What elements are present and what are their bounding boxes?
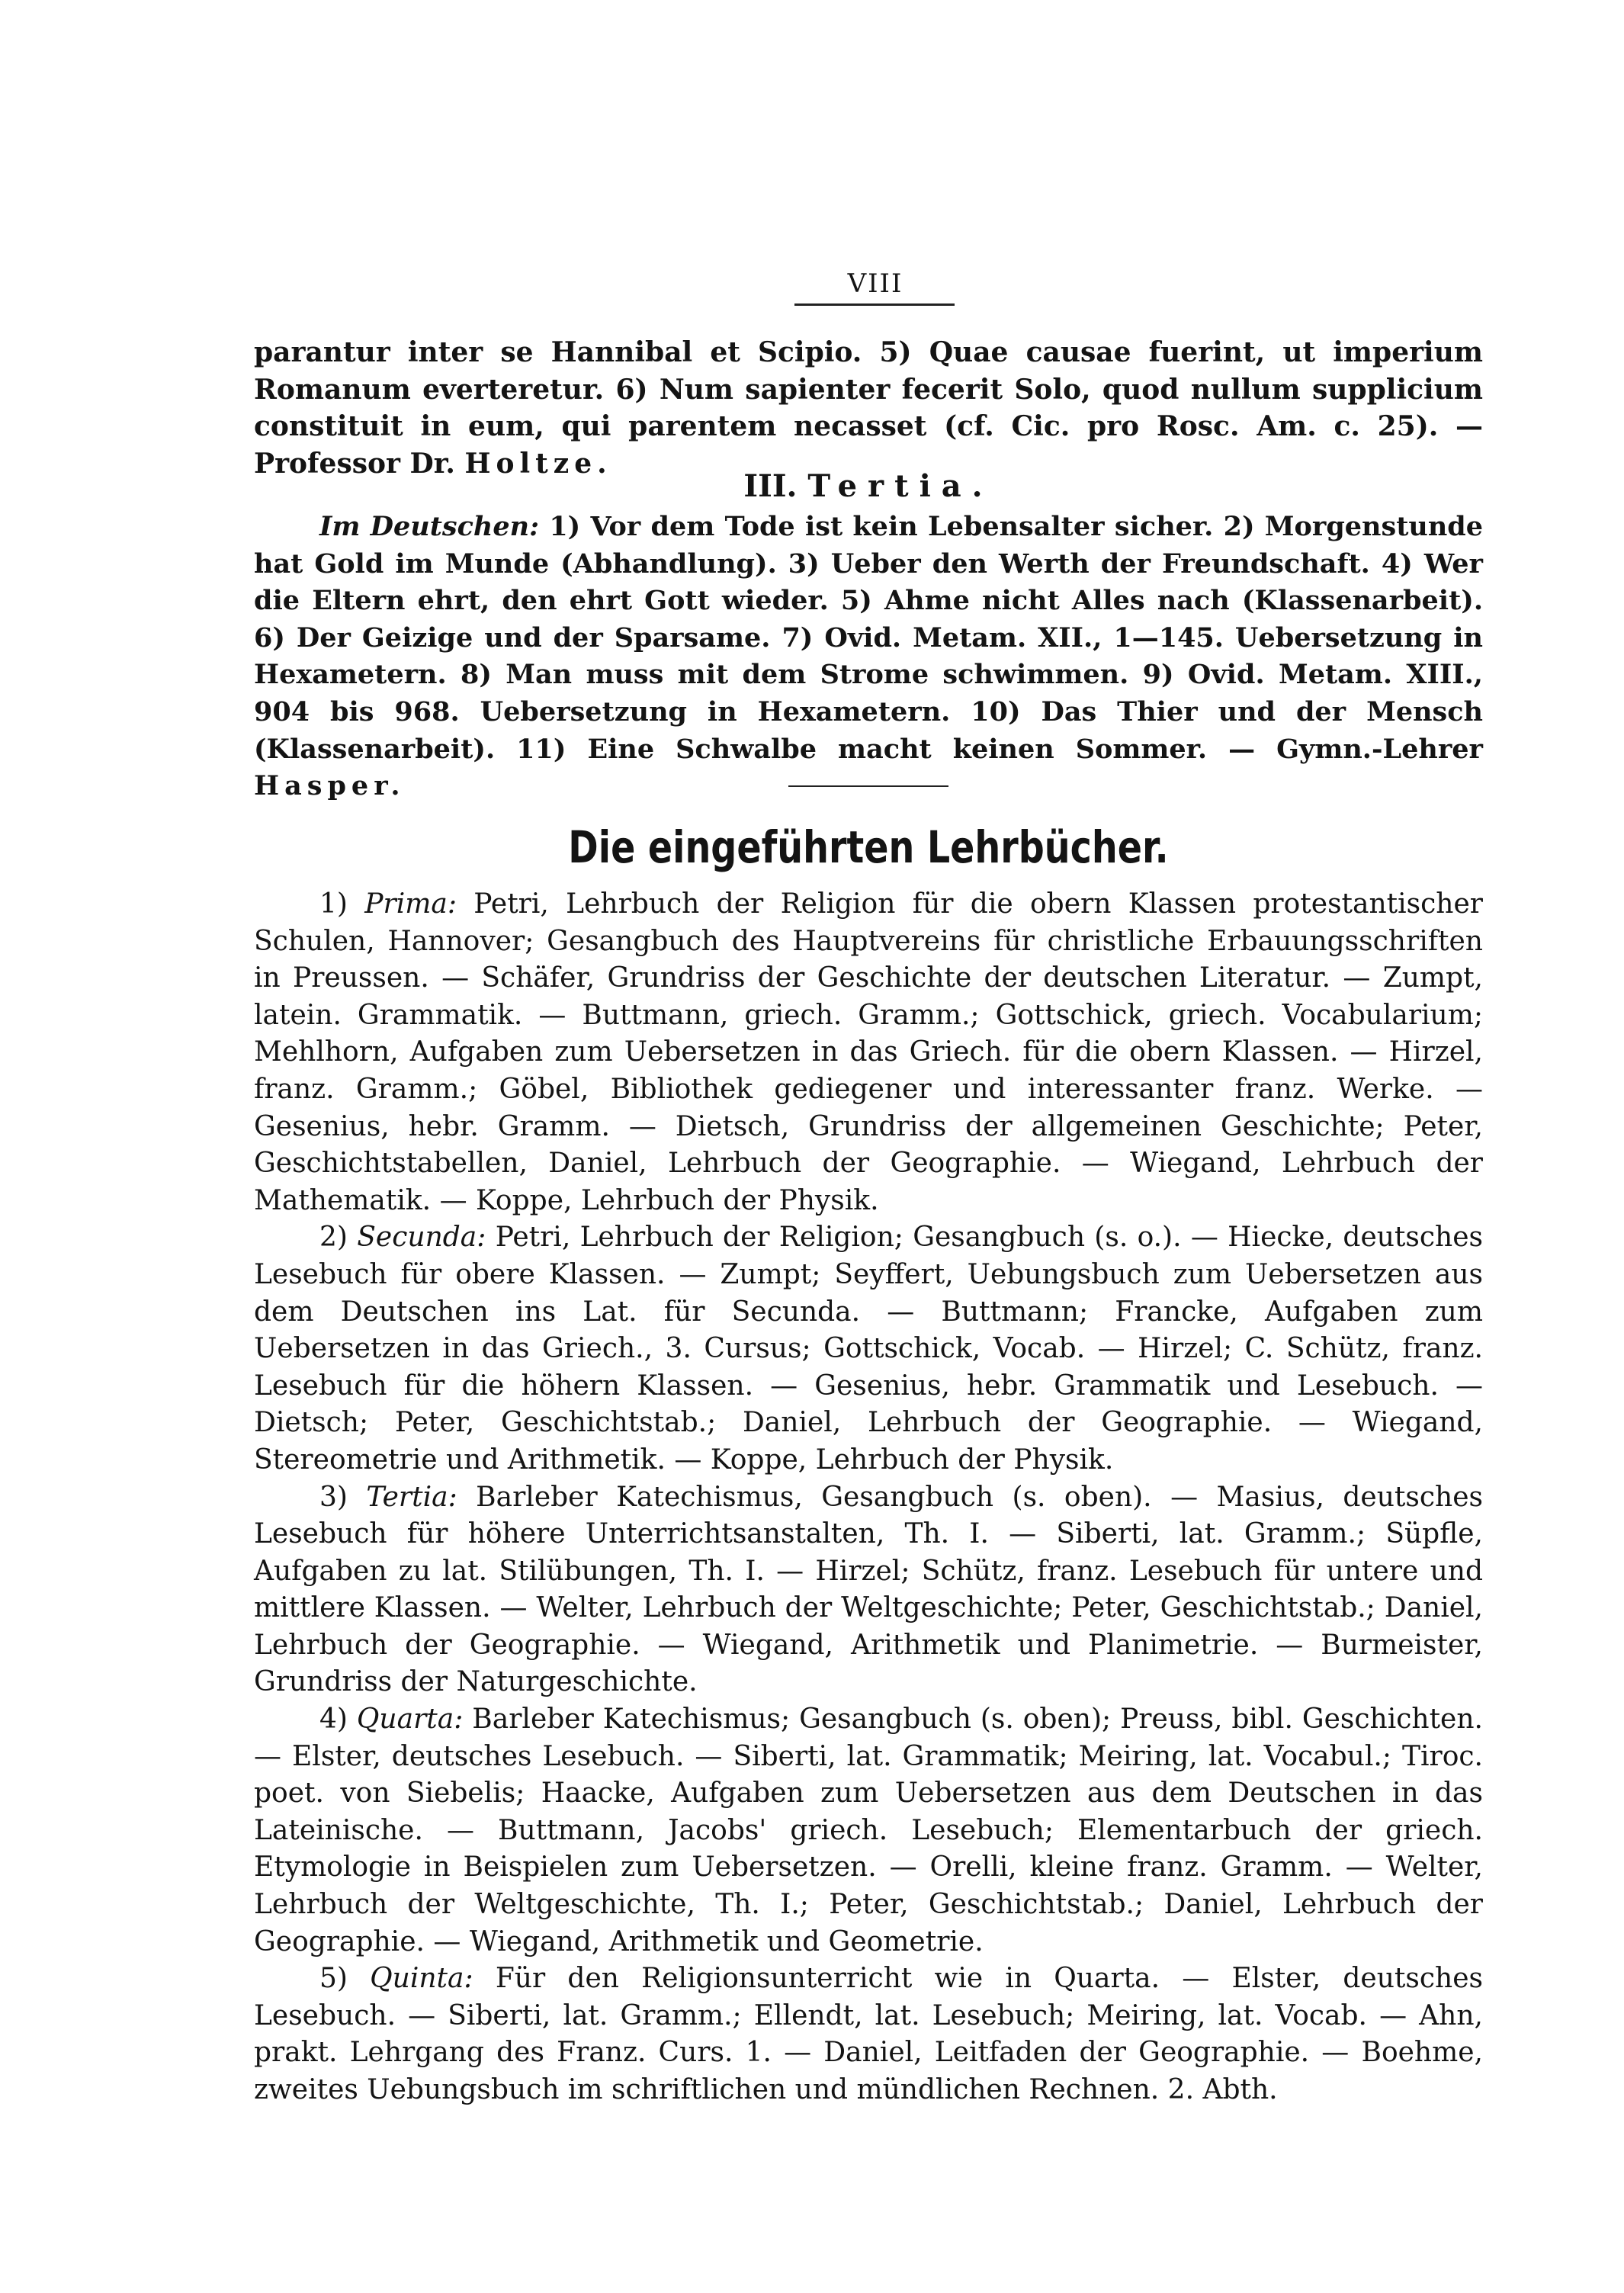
tertia-text: 1) Vor dem Tode ist kein Lebensalter sicher. 2) Morgenstunde hat Gold im Munde (Abhandlung). 3) Ueber den Werth der Freundschaft. 4) Wer die Eltern ehrt, den ehrt Gott wieder. 5) Ahme nicht Alles nach (Klassenarbeit). 6) Der Geizige und der Sparsame. 7) Ovid. Metam. XII., 1—145. Uebersetzung in Hexametern. 8) Man muss mit dem Strome schwimmen. 9) Ovid. Metam. XIII., 904 bis 968. Uebersetzung in Hexametern. 10) Das Thier und der Mensch (Klassenarbeit). 11) Eine Schwalbe macht keinen Sommer. — Gymn.-Lehrer bbox=[254, 511, 1484, 765]
tertia-teacher: Hasper. bbox=[254, 770, 406, 802]
main-heading-block bbox=[254, 821, 1483, 874]
section-numeral: III. bbox=[743, 468, 798, 504]
books-item-text: Petri, Lehrbuch der Religion; Gesangbuch (s. o.). — Hiecke, deutsches Lesebuch für obere Klassen. — Zumpt; Seyffert, Uebungsbuch zum Uebersetzen aus dem Deutschen ins Lat. für Secunda. — Buttmann; Francke, Aufgaben zum Uebersetzen in das Griech., 3. Cursus; Gottschick, Vocab. — Hirzel; C. Schütz, franz. Lesebuch für die höhern Klassen. — Gesenius, hebr. Grammatik und Lesebuch. — Dietsch; Peter, Geschichtstab.; Daniel, Lehrbuch der Geographie. — Wiegand, Stereometrie und Arithmetik. — Koppe, Lehrbuch der Physik. bbox=[254, 1222, 1483, 1476]
intro-block bbox=[254, 334, 1483, 482]
section-divider bbox=[788, 785, 948, 787]
tertia-section bbox=[254, 467, 1483, 506]
books-item-text: Barleber Katechismus; Gesangbuch (s. oben); Preuss, bibl. Geschichten. — Elster, deutsches Lesebuch. — Siberti, lat. Grammatik; Meiring, lat. Vocabul.; Tiroc. poet. von Siebelis; Haacke, Aufgaben zum Uebersetzen aus dem Deutschen in das Lateinische. — Buttmann, Jacobs' griech. Lesebuch; Elementarbuch der griech. Etymologie in Beispielen zum Uebersetzen. — Orelli, kleine franz. Gramm. — Welter, Lehrbuch der Weltgeschichte, Th. I.; Peter, Geschichtstab.; Daniel, Lehrbuch der Geographie. — Wiegand, Arithmetik und Geometrie. bbox=[254, 1704, 1483, 1957]
tertia-paragraph bbox=[254, 509, 1483, 805]
books-item bbox=[254, 1961, 1483, 2108]
books-item-text: Für den Religionsunterricht wie in Quarta. — Elster, deutsches Lesebuch. — Siberti, lat. Gramm.; Ellendt, lat. Lesebuch; Meiring, lat. Vocab. — Ahn, prakt. Lehrgang des Franz. Curs. 1. — Daniel, Leitfaden der Geographie. — Boehme, zweites Uebungsbuch im schriftlichen und mündlichen Rechnen. 2. Abth. bbox=[254, 1963, 1483, 2105]
tertia-body bbox=[254, 509, 1483, 805]
books-item-class: Secunda: bbox=[357, 1222, 486, 1254]
books-item-class: Prima: bbox=[364, 888, 457, 920]
books-item-number: 3) bbox=[319, 1481, 348, 1513]
intro-text: parantur inter se Hannibal et Scipio. 5) Quae causae fuerint, ut imperium Romanum everteretur. 6) Num sapienter fecerit Solo, quod nullum supplicium constituit in eum, qui parentem necasset (cf. Cic. pro Rosc. Am. c. 25). — Professor Dr. bbox=[254, 336, 1483, 480]
intro-paragraph bbox=[254, 334, 1483, 482]
books-item bbox=[254, 886, 1483, 1219]
books-item bbox=[254, 1219, 1483, 1479]
page-number-rule bbox=[794, 303, 955, 306]
books-item-number: 2) bbox=[319, 1222, 348, 1254]
books-item-class: Tertia: bbox=[366, 1481, 457, 1513]
books-item-number: 5) bbox=[319, 1963, 348, 1995]
main-heading: Die eingeführten Lehrbücher. bbox=[568, 821, 1169, 873]
section-title: Tertia. bbox=[807, 468, 993, 504]
section-heading bbox=[254, 467, 1483, 506]
books-item-class: Quarta: bbox=[356, 1704, 464, 1736]
intro-teacher: Holtze. bbox=[464, 447, 612, 480]
books-item-text: Barleber Katechismus, Gesangbuch (s. oben). — Masius, deutsches Lesebuch für höhere Unterrichtsanstalten, Th. I. — Siberti, lat. Gramm.; Süpfle, Aufgaben zu lat. Stilübungen, Th. I. — Hirzel; Schütz, franz. Lesebuch für untere und mittlere Klassen. — Welter, Lehrbuch der Weltgeschichte; Peter, Geschichtstab.; Daniel, Lehrbuch der Geographie. — Wiegand, Arithmetik und Planimetrie. — Burmeister, Grundriss der Naturgeschichte. bbox=[254, 1481, 1483, 1698]
books-item bbox=[254, 1701, 1483, 1961]
page-number: VIII bbox=[847, 268, 903, 299]
books-item-class: Quinta: bbox=[370, 1963, 473, 1995]
books-item-number: 1) bbox=[319, 888, 348, 920]
tertia-subject: Im Deutschen: bbox=[319, 511, 540, 542]
books-list bbox=[254, 886, 1483, 2109]
divider-block bbox=[254, 785, 1483, 787]
books-item-number: 4) bbox=[319, 1704, 348, 1736]
books-item-text: Petri, Lehrbuch der Religion für die obern Klassen protestantischer Schulen, Hannover; Gesangbuch des Hauptvereins für christliche Erbauungsschriften in Preussen. — Schäfer, Grundriss der Geschichte der deutschen Literatur. — Zumpt, latein. Grammatik. — Buttmann, griech. Gramm.; Gottschick, griech. Vocabularium; Mehlhorn, Aufgaben zum Uebersetzen in das Griech. für die obern Klassen. — Hirzel, franz. Gramm.; Göbel, Bibliothek gediegener und interessanter franz. Werke. — Gesenius, hebr. Gramm. — Dietsch, Grundriss der allgemeinen Geschichte; Peter, Geschichtstabellen, Daniel, Lehrbuch der Geographie. — Wiegand, Lehrbuch der Mathematik. — Koppe, Lehrbuch der Physik. bbox=[254, 888, 1483, 1216]
books-item bbox=[254, 1479, 1483, 1702]
